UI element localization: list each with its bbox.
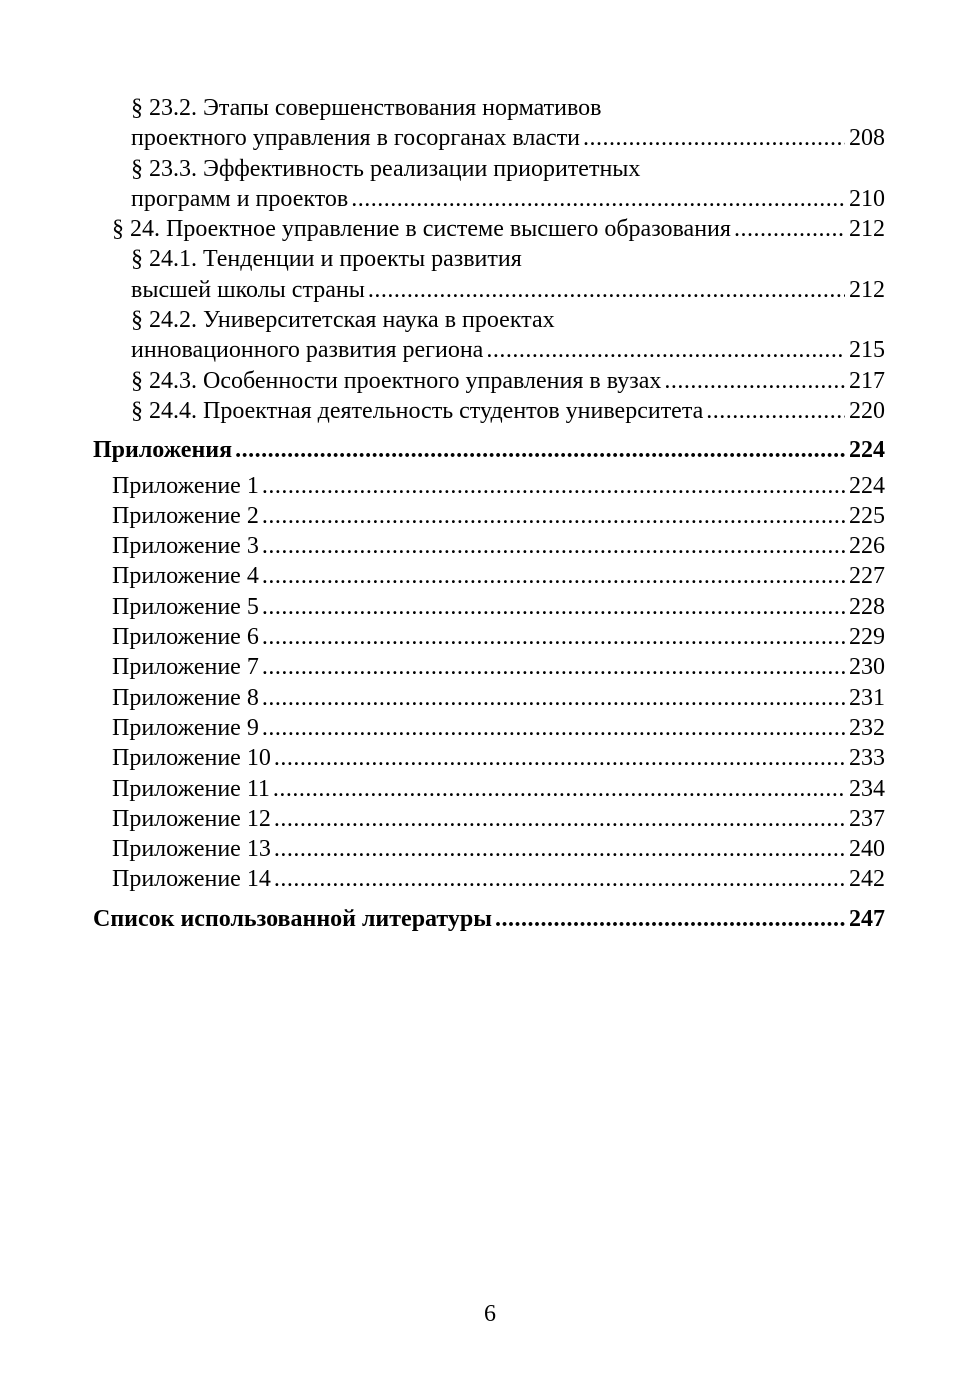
toc-entry-text: § 24.4. Проектная деятельность студентов университета (131, 396, 706, 426)
dot-leader (262, 713, 845, 743)
toc-appendix-entry[interactable] (0, 592, 980, 622)
dot-leader (486, 335, 845, 365)
toc-entry-page: 237 (845, 804, 885, 834)
toc-entry-heading[interactable] (0, 244, 980, 274)
dot-leader (274, 864, 845, 894)
toc-entry-text: § 24.2. Университетская наука в проектах (131, 307, 555, 334)
toc-entry[interactable] (0, 335, 980, 365)
toc-entry-page: 234 (845, 774, 885, 804)
toc-appendix-entry[interactable] (0, 743, 980, 773)
dot-leader (664, 366, 845, 396)
dot-leader (274, 804, 845, 834)
toc-entry-page: 226 (845, 531, 885, 561)
toc-entry-text: Приложение 1 (112, 471, 262, 501)
toc-entry-text: программ и проектов (131, 184, 351, 214)
toc-appendix-entry[interactable] (0, 652, 980, 682)
toc-entry[interactable] (0, 275, 980, 305)
toc-entry-text: § 23.3. Эффективность реализации приоритетных (131, 155, 641, 182)
toc-appendix-entry[interactable] (0, 774, 980, 804)
dot-leader (262, 471, 845, 501)
toc-entry[interactable] (0, 396, 980, 426)
toc-entry-page: 212 (845, 275, 885, 305)
toc-part-appendices[interactable] (0, 435, 980, 465)
toc-entry-page: 229 (845, 622, 885, 652)
toc-entry-text: § 23.2. Этапы совершенствования нормативов (131, 95, 602, 121)
dot-leader (273, 774, 845, 804)
toc-entry-page: 220 (845, 396, 885, 426)
toc-appendix-entry[interactable] (0, 471, 980, 501)
toc-entry-page: 230 (845, 652, 885, 682)
toc-appendix-entry[interactable] (0, 561, 980, 591)
toc-entry-page: 225 (845, 501, 885, 531)
dot-leader (262, 531, 845, 561)
toc-appendix-entry[interactable] (0, 713, 980, 743)
dot-leader (262, 683, 845, 713)
dot-leader (583, 123, 845, 153)
dot-leader (706, 396, 845, 426)
toc-entry-text: Приложение 10 (112, 743, 274, 773)
toc-entry-text: § 24. Проектное управление в системе высшего образования (112, 214, 734, 244)
dot-leader (274, 743, 845, 773)
toc-entry-text: Приложение 4 (112, 561, 262, 591)
toc-entry-text: Приложение 5 (112, 592, 262, 622)
toc-part-text: Список использованной литературы (93, 904, 495, 934)
toc-appendix-entry[interactable] (0, 834, 980, 864)
toc-part-bibliography[interactable] (0, 904, 980, 934)
toc-appendix-entry[interactable] (0, 622, 980, 652)
toc-entry-heading[interactable] (0, 93, 980, 123)
dot-leader (734, 214, 845, 244)
dot-leader (368, 275, 845, 305)
toc-appendix-entry[interactable] (0, 864, 980, 894)
toc-entry-page: 224 (845, 471, 885, 501)
dot-leader (262, 622, 845, 652)
toc-appendix-entry[interactable] (0, 531, 980, 561)
toc-part-page: 247 (845, 904, 885, 934)
toc-entry-page: 212 (845, 214, 885, 244)
toc-appendix-entry[interactable] (0, 804, 980, 834)
toc-entry-text: Приложение 2 (112, 501, 262, 531)
toc-entry-page: 232 (845, 713, 885, 743)
toc-entry-text: проектного управления в госорганах власти (131, 123, 583, 153)
page-number: 6 (484, 1301, 496, 1327)
toc-part-page: 224 (845, 435, 885, 465)
toc-entry[interactable] (0, 184, 980, 214)
dot-leader (262, 501, 845, 531)
toc-entry-text: Приложение 6 (112, 622, 262, 652)
toc-entry[interactable] (0, 214, 980, 244)
toc-appendix-entry[interactable] (0, 683, 980, 713)
dot-leader (262, 592, 845, 622)
toc-appendix-entry[interactable] (0, 501, 980, 531)
toc-entry-text: Приложение 11 (112, 774, 273, 804)
toc-entry-text: § 24.3. Особенности проектного управления в вузах (131, 366, 664, 396)
dot-leader (495, 904, 845, 934)
toc-entry-text: Приложение 9 (112, 713, 262, 743)
toc-entry-text: Приложение 12 (112, 804, 274, 834)
toc-entry-text: Приложение 8 (112, 683, 262, 713)
toc-entry-page: 215 (845, 335, 885, 365)
dot-leader (262, 652, 845, 682)
toc-entry-text: инновационного развития региона (131, 335, 486, 365)
toc-entry[interactable] (0, 366, 980, 396)
toc-entry-page: 242 (845, 864, 885, 894)
dot-leader (274, 834, 845, 864)
toc-entry-text: Приложение 14 (112, 864, 274, 894)
toc-entry-page: 231 (845, 683, 885, 713)
dot-leader (262, 561, 845, 591)
toc-entry-heading[interactable] (0, 154, 980, 184)
toc-part-text: Приложения (93, 435, 235, 465)
toc-entry[interactable] (0, 123, 980, 153)
toc-entry-text: Приложение 13 (112, 834, 274, 864)
toc-entry-text: § 24.1. Тенденции и проекты развития (131, 246, 522, 273)
dot-leader (351, 184, 845, 214)
toc-entry-page: 240 (845, 834, 885, 864)
toc-entry-page: 228 (845, 592, 885, 622)
toc-entry-text: Приложение 3 (112, 531, 262, 561)
toc-entry-page: 217 (845, 366, 885, 396)
toc-entry-page: 233 (845, 743, 885, 773)
toc-entry-text: высшей школы страны (131, 275, 368, 305)
toc-entry-page: 208 (845, 123, 885, 153)
dot-leader (235, 435, 845, 465)
toc-entry-text: Приложение 7 (112, 652, 262, 682)
toc-entry-page: 227 (845, 561, 885, 591)
toc-entry-page: 210 (845, 184, 885, 214)
toc-entry-heading[interactable] (0, 305, 980, 335)
table-of-contents (0, 93, 980, 934)
